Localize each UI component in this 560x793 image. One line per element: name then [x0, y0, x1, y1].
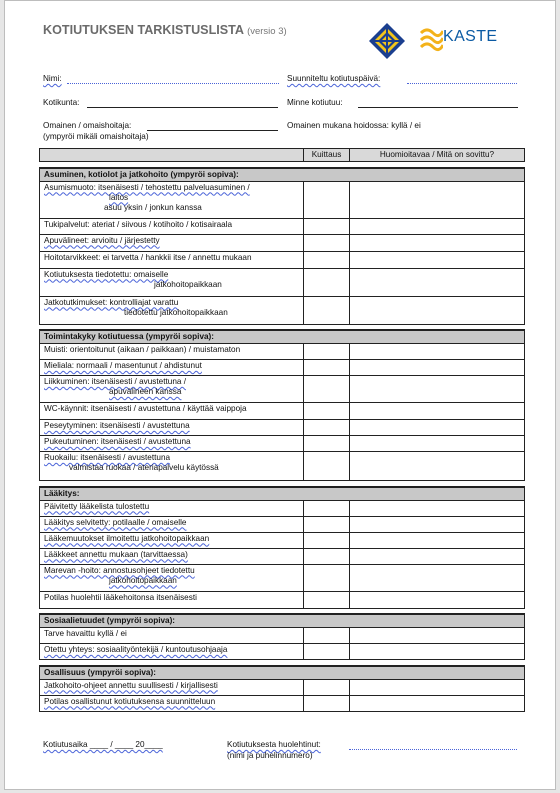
kuittaus-cell[interactable]	[304, 436, 350, 452]
note-cell[interactable]	[350, 420, 525, 436]
row-text: jatkohoitopaikkaan	[154, 279, 222, 289]
table-row	[40, 564, 525, 591]
title-text: KOTIUTUKSEN TARKISTUSLISTA	[43, 23, 244, 37]
responsible-field[interactable]	[349, 749, 517, 750]
row-text: Jatkotutkimukset: kontrolliajat varattu	[44, 297, 179, 307]
kuittaus-cell[interactable]	[304, 452, 350, 481]
row-text: Peseytyminen: itsenäisesti / avustettuna	[44, 421, 190, 430]
note-cell[interactable]	[350, 436, 525, 452]
kaste-logo-text: KASTE	[443, 28, 498, 45]
row-text: asuu yksin / jonkun kanssa	[104, 202, 202, 212]
kuittaus-cell[interactable]	[304, 420, 350, 436]
col-header-huomio: Huomioitavaa / Mitä on sovittu?	[350, 149, 525, 162]
diamond-logo-icon	[368, 22, 406, 60]
table-row	[40, 181, 525, 218]
kuittaus-cell[interactable]	[304, 628, 350, 644]
row-text: Päivitetty lääkelista tulostettu	[44, 501, 150, 511]
note-cell[interactable]	[350, 296, 525, 324]
kaste-waves-icon	[419, 25, 443, 55]
table-row	[40, 360, 525, 376]
document-title	[43, 23, 287, 37]
note-cell[interactable]	[350, 564, 525, 591]
row-text: Liikkuminen: itsenäisesti / avustettuna /	[44, 377, 186, 386]
row-text: valmistaa ruokaa / ateriapalvelu käytössä	[69, 463, 219, 472]
kuittaus-cell[interactable]	[304, 251, 350, 268]
row-text: Tarve havaittu kyllä / ei	[44, 629, 127, 638]
row-text: Pukeutuminen: itsenäisesti / avustettuna	[44, 437, 191, 446]
section-title: Osallisuus (ympyröi sopiva):	[40, 666, 525, 680]
row-text: Marevan -hoito: annostusohjeet tiedotettu	[44, 565, 195, 575]
kuittaus-cell[interactable]	[304, 695, 350, 711]
planned-discharge-field[interactable]	[407, 83, 517, 84]
note-cell[interactable]	[350, 695, 525, 711]
municipality-label: Kotikunta:	[43, 98, 80, 107]
note-cell[interactable]	[350, 500, 525, 516]
table-row	[40, 628, 525, 644]
relative-label: Omainen / omaishoitaja:	[43, 121, 132, 130]
row-text: Lääkitys selvitetty: potilaalle / omaiselle	[44, 517, 187, 527]
row-text: Kotiutuksesta tiedotettu: omaiselle	[44, 269, 169, 279]
row-text: Mieliala: normaali / masentunut / ahdistunut	[44, 361, 202, 370]
note-cell[interactable]	[350, 628, 525, 644]
table-row	[40, 420, 525, 436]
row-text: Lääkkeet annettu mukaan (tarvittaessa)	[44, 549, 188, 559]
row-text: tiedotettu jatkohoitopaikkaan	[124, 307, 228, 317]
table-row	[40, 591, 525, 608]
kuittaus-cell[interactable]	[304, 564, 350, 591]
note-cell[interactable]	[350, 251, 525, 268]
header-empty-cell	[40, 149, 304, 162]
kuittaus-cell[interactable]	[304, 679, 350, 695]
kuittaus-cell[interactable]	[304, 268, 350, 296]
kuittaus-cell[interactable]	[304, 181, 350, 218]
section-title: Toimintakyky kotiutuessa (ympyröi sopiva):	[40, 330, 525, 344]
responsible-note: (nimi ja puhelinnumero)	[227, 751, 313, 760]
table-row	[40, 644, 525, 660]
kuittaus-cell[interactable]	[304, 516, 350, 532]
destination-label: Minne kotiutuu:	[287, 98, 343, 107]
note-cell[interactable]	[350, 181, 525, 218]
kuittaus-cell[interactable]	[304, 376, 350, 403]
row-text: apuvälineen kanssa	[109, 387, 182, 396]
kuittaus-cell[interactable]	[304, 296, 350, 324]
row-text: Potilas huolehtii lääkehoitonsa itsenäisesti	[44, 592, 197, 602]
note-cell[interactable]	[350, 360, 525, 376]
note-cell[interactable]	[350, 591, 525, 608]
kuittaus-cell[interactable]	[304, 500, 350, 516]
table-row	[40, 452, 525, 481]
kuittaus-cell[interactable]	[304, 218, 350, 234]
section-title: Sosiaalietuudet (ympyröi sopiva):	[40, 614, 525, 628]
section-title: Asuminen, kotiolot ja jatkohoito (ympyröi sopiva):	[40, 168, 525, 182]
kuittaus-cell[interactable]	[304, 344, 350, 360]
relative-involved-label: Omainen mukana hoidossa: kyllä / ei	[287, 121, 421, 130]
row-text: Apuvälineet: arvioitu / järjestetty	[44, 235, 160, 245]
kaste-logo	[419, 23, 519, 57]
col-header-kuittaus: Kuittaus	[304, 149, 350, 162]
relative-note: (ympyröi mikäli omaishoitaja)	[43, 132, 149, 141]
note-cell[interactable]	[350, 516, 525, 532]
kuittaus-cell[interactable]	[304, 644, 350, 660]
note-cell[interactable]	[350, 234, 525, 251]
destination-field[interactable]	[358, 107, 518, 108]
table-row	[40, 403, 525, 420]
note-cell[interactable]	[350, 644, 525, 660]
row-text: Potilas osallistunut kotiutuksensa suunnitteluun	[44, 696, 216, 706]
document-page	[4, 0, 556, 790]
section-title: Lääkitys:	[40, 487, 525, 501]
table-row	[40, 679, 525, 695]
note-cell[interactable]	[350, 376, 525, 403]
kuittaus-cell[interactable]	[304, 234, 350, 251]
table-row	[40, 436, 525, 452]
kuittaus-cell[interactable]	[304, 403, 350, 420]
municipality-field[interactable]	[87, 107, 278, 108]
row-text: Tukipalvelut: ateriat / siivous / kotihoito / kotisairaala	[44, 219, 233, 229]
table-row	[40, 500, 525, 516]
table-row	[40, 344, 525, 360]
row-text: Ruokailu: itsenäisesti / avustettuna	[44, 453, 171, 462]
name-label: Nimi:	[43, 74, 62, 83]
checklist-table	[39, 148, 525, 712]
note-cell[interactable]	[350, 452, 525, 481]
row-text: Otettu yhteys: sosiaalityöntekijä / kuntoutusohjaaja	[44, 645, 228, 654]
note-cell[interactable]	[350, 548, 525, 564]
note-cell[interactable]	[350, 403, 525, 420]
table-row	[40, 268, 525, 296]
row-text: laitos	[109, 192, 129, 202]
row-text: Hoitotarvikkeet: ei tarvetta / hankkii itse / annettu mukaan	[44, 252, 252, 262]
table-row	[40, 516, 525, 532]
kuittaus-cell[interactable]	[304, 591, 350, 608]
planned-discharge-label: Suunniteltu kotiutuspäivä:	[287, 74, 381, 83]
discharge-time-label: Kotiutusaika ____ / ____ 20____	[43, 740, 163, 749]
note-cell[interactable]	[350, 268, 525, 296]
responsible-label: Kotiutuksesta huolehtinut:	[227, 740, 321, 749]
row-text: Muisti: orientoitunut (aikaan / paikkaan) / muistamaton	[44, 345, 241, 354]
note-cell[interactable]	[350, 344, 525, 360]
note-cell[interactable]	[350, 532, 525, 548]
table-row	[40, 251, 525, 268]
table-row	[40, 532, 525, 548]
table-row	[40, 218, 525, 234]
row-text: jatkohoitopaikkaan	[109, 575, 177, 585]
name-field[interactable]	[67, 83, 279, 84]
row-text: Jatkohoito-ohjeet annettu suullisesti / kirjallisesti	[44, 680, 218, 690]
kuittaus-cell[interactable]	[304, 360, 350, 376]
kuittaus-cell[interactable]	[304, 532, 350, 548]
version-text: (versio 3)	[247, 26, 287, 37]
table-row	[40, 376, 525, 403]
table-row	[40, 548, 525, 564]
note-cell[interactable]	[350, 679, 525, 695]
table-row	[40, 695, 525, 711]
row-text: Lääkemuutokset ilmoitettu jatkohoitopaikkaan	[44, 533, 210, 543]
note-cell[interactable]	[350, 218, 525, 234]
kuittaus-cell[interactable]	[304, 548, 350, 564]
row-text: Asumismuoto: itsenäisesti / tehostettu palveluasuminen /	[44, 182, 250, 192]
relative-field[interactable]	[147, 130, 278, 131]
table-row	[40, 296, 525, 324]
table-row	[40, 234, 525, 251]
row-text: WC-käynnit: itsenäisesti / avustettuna / käyttää vaippoja	[44, 404, 247, 413]
